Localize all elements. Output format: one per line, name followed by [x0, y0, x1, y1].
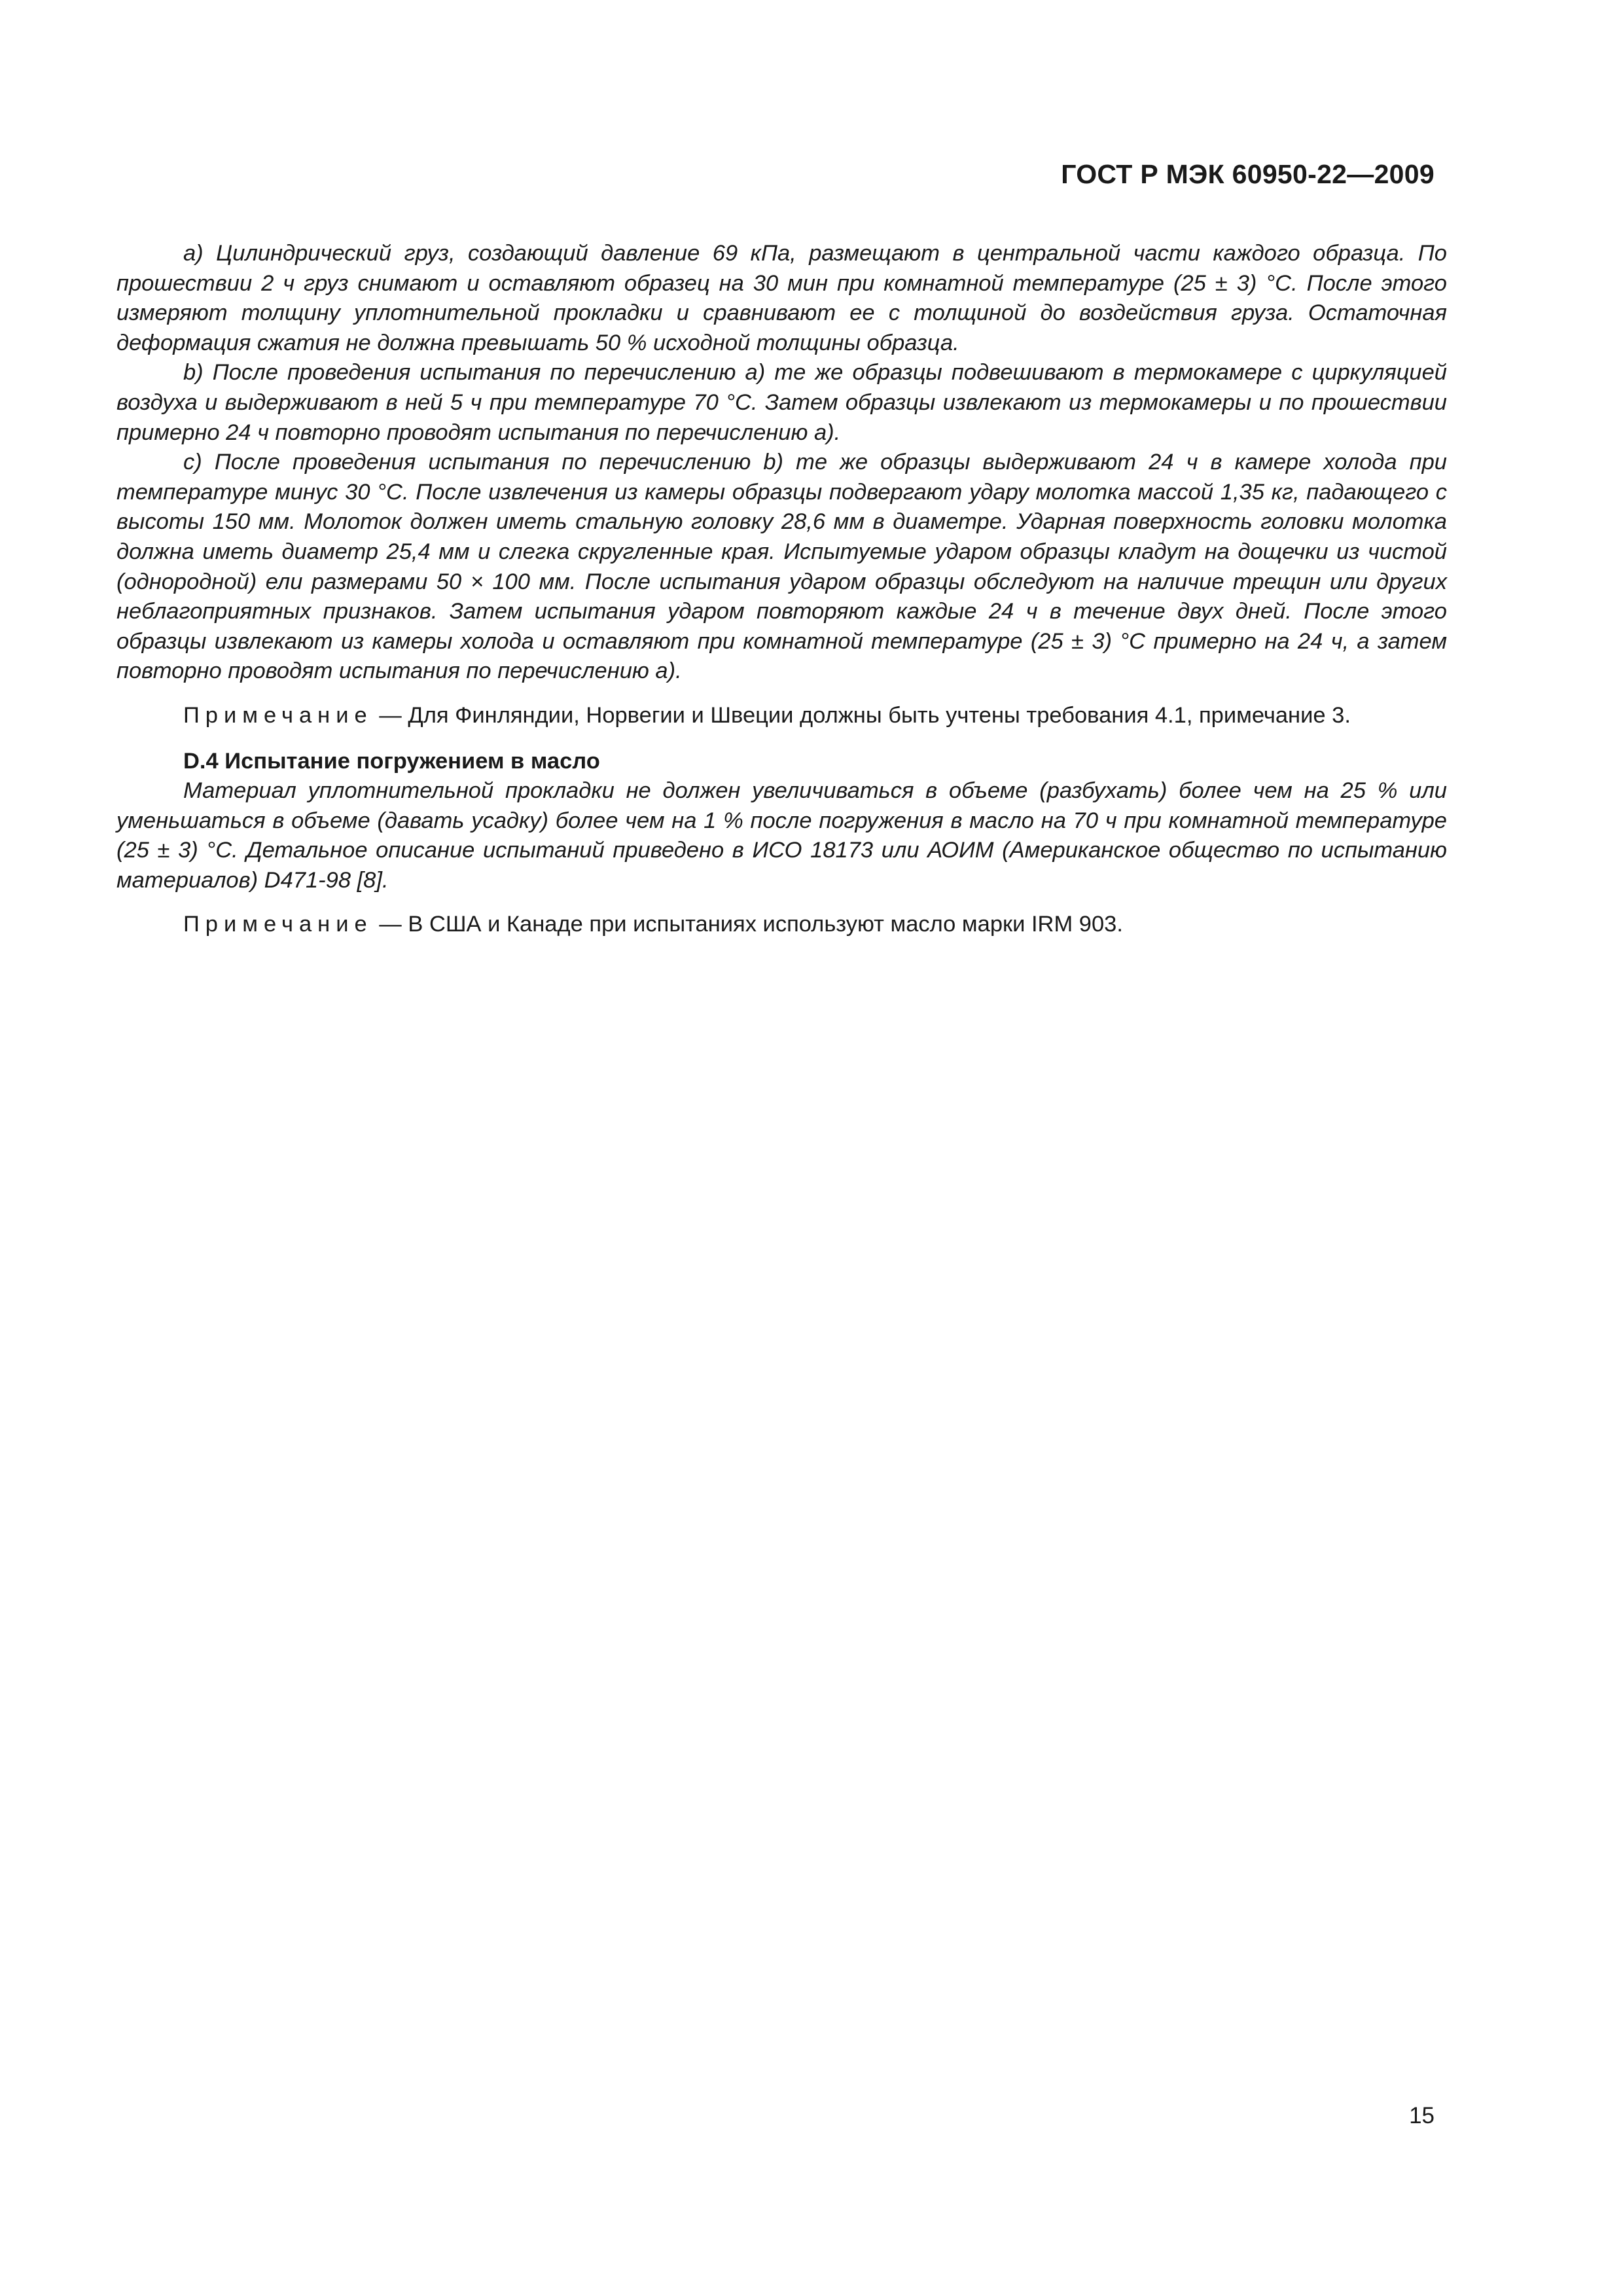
- page-number: 15: [1409, 2103, 1435, 2128]
- section-d4-body: Материал уплотнительной прокладки не должен увеличиваться в объеме (разбухать) более чем на 25 % или уменьшаться в объеме (давать усадку) более чем на 1 % после погружения в масло на 70 ч при комнатной температуре (25 ± 3) °С. Детальное описание испытаний приведено в ИСО 18173 или АОИМ (Американское общество по испытанию материалов) D471-98 [8].: [116, 778, 1447, 893]
- note-finland-norway-sweden: [116, 701, 1447, 731]
- paragraph-c: c) После проведения испытания по перечислению b) те же образцы выдерживают 24 ч в камере холода при температуре минус 30 °С. После извлечения из камеры образцы подвергают удару молотка массой 1,35 кг, падающего с высоты 150 мм. Молоток должен иметь стальную головку 28,6 мм в диаметре. Ударная поверхность головки молотка должна иметь диаметр 25,4 мм и слегка скругленные края. Испытуемые ударом образцы кладут на дощечки из чистой (однородной) ели размерами 50 × 100 мм. После испытания ударом образцы обследуют на наличие трещин или других неблагоприятных признаков. Затем испытания ударом повторяют каждые 24 ч в течение двух дней. После этого образцы извлекают из камеры холода и оставляют при комнатной температуре (25 ± 3) °С примерно на 24 ч, а затем повторно проводят испытания по перечислению а).: [116, 450, 1447, 684]
- page-body: [116, 239, 1447, 940]
- note-text: — В США и Канаде при испытаниях используют масло марки IRM 903.: [372, 912, 1123, 937]
- document-code-header: ГОСТ Р МЭК 60950-22—2009: [1061, 159, 1435, 189]
- paragraph-b: b) После проведения испытания по перечислению а) те же образцы подвешивают в термокамере с циркуляцией воздуха и выдерживают в ней 5 ч при температуре 70 °С. Затем образцы извлекают из термокамеры и по прошествии примерно 24 ч повторно проводят испытания по перечислению а).: [116, 360, 1447, 445]
- note-usa-canada: [116, 910, 1447, 940]
- note-lead-label: Примечание: [183, 912, 373, 937]
- note-text: — Для Финляндии, Норвегии и Швеции должны быть учтены требования 4.1, примечание 3.: [372, 702, 1351, 728]
- note-lead-label: Примечание: [183, 702, 373, 728]
- section-heading-d4: D.4 Испытание погружением в масло: [183, 748, 600, 774]
- paragraph-a: а) Цилиндрический груз, создающий давление 69 кПа, размещают в центральной части каждого образца. По прошествии 2 ч груз снимают и оставляют образец на 30 мин при комнатной температуре (25 ± 3) °С. После этого измеряют толщину уплотнительной прокладки и сравнивают ее с толщиной до воздействия груза. Остаточная деформация сжатия не должна превышать 50 % исходной толщины образца.: [116, 241, 1447, 355]
